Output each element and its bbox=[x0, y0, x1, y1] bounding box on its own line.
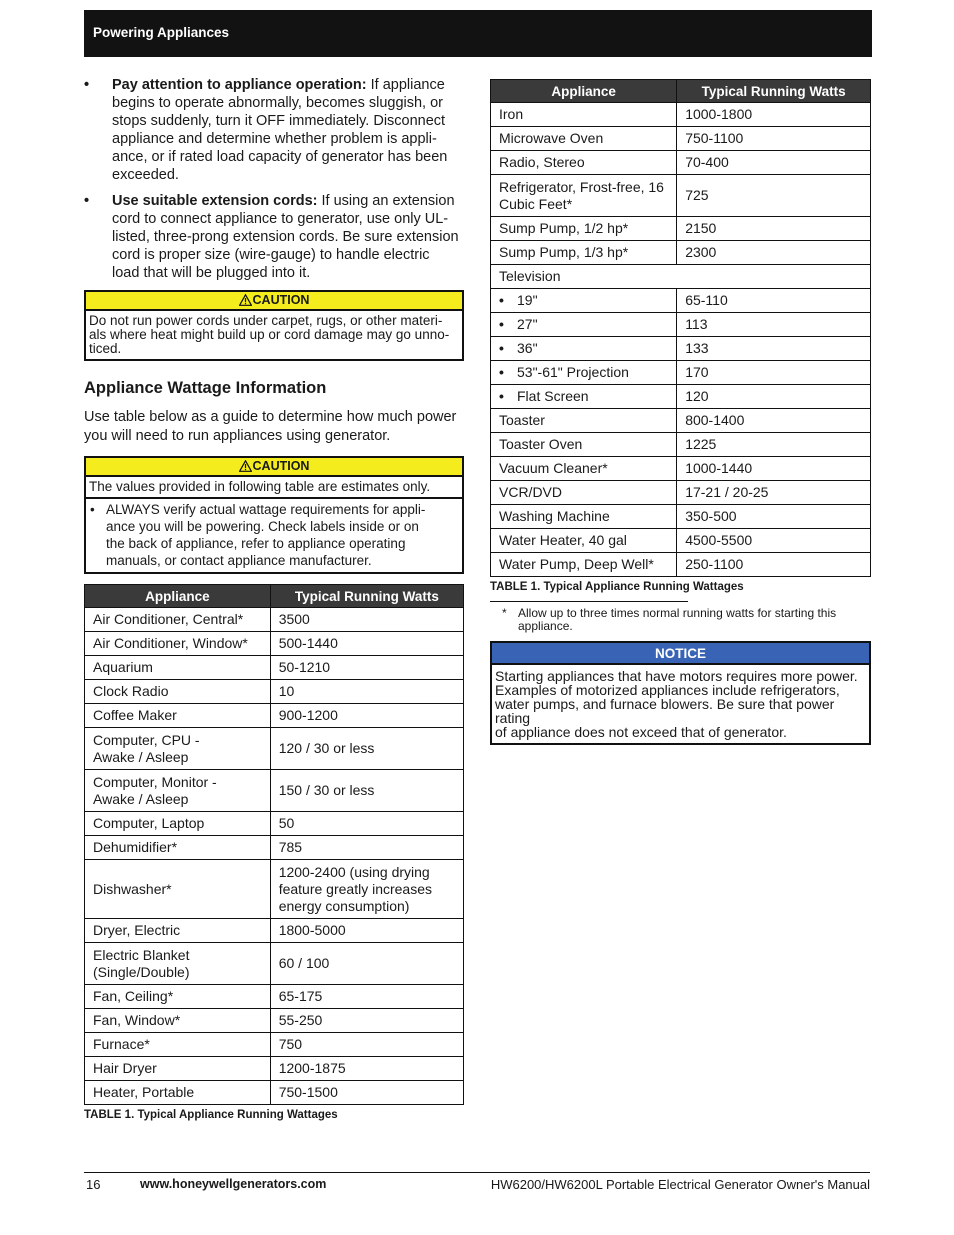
cell-appliance bbox=[491, 289, 677, 313]
cell-watts bbox=[270, 632, 463, 656]
table-row bbox=[491, 457, 871, 481]
notice-line: of appliance does not exceed that of generator. bbox=[495, 724, 787, 740]
cell-watts bbox=[270, 985, 463, 1009]
cell-text: Furnace* bbox=[93, 1036, 150, 1052]
table-row bbox=[85, 1057, 464, 1081]
table-row bbox=[85, 770, 464, 812]
cell-text: 65-110 bbox=[685, 292, 728, 308]
table-row bbox=[85, 1033, 464, 1057]
bullet-extension-cords bbox=[84, 192, 464, 282]
bullet-dot: • bbox=[499, 364, 504, 380]
cell-text: Computer, Monitor - bbox=[93, 773, 217, 790]
table-row bbox=[491, 505, 871, 529]
cell-text: 53"-61" Projection bbox=[517, 364, 629, 380]
bullet-dot: • bbox=[90, 502, 95, 517]
table-row bbox=[491, 217, 871, 241]
caution-bullet-item bbox=[90, 501, 458, 569]
cell-text: Electric Blanket bbox=[93, 946, 190, 963]
table-footnote bbox=[490, 601, 837, 633]
cell-appliance bbox=[491, 151, 677, 175]
warning-triangle-icon bbox=[239, 294, 252, 306]
cell-watts bbox=[677, 313, 871, 337]
caution-box-estimates bbox=[84, 456, 464, 574]
cell-text: Refrigerator, Frost-free, 16 bbox=[499, 178, 664, 195]
table-row bbox=[491, 313, 871, 337]
bullet-dot: • bbox=[84, 193, 90, 209]
cell-text: 3500 bbox=[278, 611, 310, 627]
cell-text: 65-175 bbox=[278, 988, 323, 1004]
table-header-row bbox=[491, 80, 871, 103]
table-caption: TABLE 1. Typical Appliance Running Wattages bbox=[84, 1109, 338, 1121]
table-row bbox=[85, 656, 464, 680]
cell-watts bbox=[677, 505, 871, 529]
cell-text: Aquarium bbox=[93, 659, 153, 675]
column-header-appliance: Appliance bbox=[85, 585, 271, 608]
cell-text: 120 bbox=[685, 388, 709, 404]
bullet-line: ance, or if rated load capacity of generator has been bbox=[112, 149, 448, 165]
caution-bullet-line: ance you will be powering. Check labels inside or on bbox=[106, 519, 419, 534]
caution-label: CAUTION bbox=[252, 293, 310, 307]
cell-appliance bbox=[85, 943, 271, 985]
cell-watts bbox=[270, 860, 463, 919]
cell-text: Toaster bbox=[499, 412, 545, 428]
table-body bbox=[85, 608, 464, 1105]
cell-text: 725 bbox=[685, 187, 709, 203]
cell-text: Cubic Feet* bbox=[499, 195, 573, 212]
cell-text: 4500-5500 bbox=[685, 532, 753, 548]
cell-text: 350-500 bbox=[685, 508, 737, 524]
cell-text: Flat Screen bbox=[517, 388, 589, 404]
bullet-body bbox=[112, 192, 464, 282]
table-row bbox=[85, 943, 464, 985]
cell-appliance bbox=[85, 632, 271, 656]
table-row bbox=[85, 1081, 464, 1105]
caution-label: CAUTION bbox=[252, 459, 310, 473]
cell-appliance bbox=[491, 265, 871, 289]
cell-watts bbox=[270, 680, 463, 704]
section-header-title: Powering Appliances bbox=[93, 25, 230, 40]
cell-watts bbox=[677, 433, 871, 457]
cell-appliance bbox=[85, 608, 271, 632]
bullet-appliance-operation bbox=[84, 76, 464, 184]
table-row bbox=[491, 127, 871, 151]
table-header-row bbox=[85, 585, 464, 608]
bullet-body bbox=[112, 76, 464, 184]
cell-appliance bbox=[85, 704, 271, 728]
cell-text: 50-1210 bbox=[278, 659, 331, 675]
cell-appliance bbox=[85, 770, 271, 812]
cell-text: 1000-1800 bbox=[685, 106, 753, 122]
cell-text: Heater, Portable bbox=[93, 1084, 195, 1100]
cell-watts bbox=[270, 1057, 463, 1081]
cell-appliance bbox=[491, 385, 677, 409]
cell-text: 60 / 100 bbox=[278, 955, 330, 971]
bullet-lead: Use suitable extension cords: bbox=[112, 193, 318, 209]
notice-header: NOTICE bbox=[492, 643, 869, 665]
cell-appliance bbox=[491, 337, 677, 361]
table-row bbox=[491, 433, 871, 457]
table-row bbox=[85, 632, 464, 656]
table-body bbox=[491, 103, 871, 577]
caution-line: als where heat might build up or cord damage may go unno- bbox=[89, 327, 450, 342]
section-intro bbox=[84, 408, 464, 446]
footer-manual-title: HW6200/HW6200L Portable Electrical Generator Owner's Manual bbox=[490, 1177, 870, 1192]
cell-watts bbox=[677, 175, 871, 217]
table-row bbox=[85, 1009, 464, 1033]
caution-header bbox=[86, 292, 462, 311]
cell-text: 2300 bbox=[685, 244, 717, 260]
cell-text: Iron bbox=[499, 106, 524, 122]
table-row bbox=[491, 529, 871, 553]
cell-text: Computer, CPU - bbox=[93, 731, 200, 748]
bullet-line: appliance and determine whether problem is appli- bbox=[112, 131, 437, 147]
cell-text: Dehumidifier* bbox=[93, 839, 178, 855]
cell-text: 800-1400 bbox=[685, 412, 745, 428]
caution-header bbox=[86, 458, 462, 477]
caution-line: ticed. bbox=[89, 341, 122, 356]
cell-text: 150 / 30 or less bbox=[278, 782, 375, 798]
cell-text: Toaster Oven bbox=[499, 436, 583, 452]
cell-text: 10 bbox=[278, 683, 295, 699]
cell-text: Air Conditioner, Central* bbox=[93, 611, 244, 627]
table-row bbox=[85, 812, 464, 836]
cell-text: Dryer, Electric bbox=[93, 922, 181, 938]
cell-watts bbox=[270, 1009, 463, 1033]
intro-line: Use table below as a guide to determine how much power bbox=[84, 409, 457, 425]
bullet-line: begins to operate abnormally, becomes sluggish, or bbox=[112, 95, 444, 111]
bullet-lead: Pay attention to appliance operation: bbox=[112, 77, 367, 93]
cell-text: Vacuum Cleaner* bbox=[499, 460, 608, 476]
bullet-dot: • bbox=[499, 316, 504, 332]
cell-text: Sump Pump, 1/3 hp* bbox=[499, 244, 629, 260]
cell-appliance bbox=[491, 103, 677, 127]
cell-watts bbox=[270, 1033, 463, 1057]
bullet-line: cord is proper size (wire-gauge) to handle electric bbox=[112, 247, 430, 263]
table-row bbox=[85, 608, 464, 632]
warning-triangle-icon bbox=[239, 460, 252, 472]
table-row bbox=[491, 103, 871, 127]
cell-text: 120 / 30 or less bbox=[278, 740, 375, 756]
bullet-line: stops suddenly, turn it OFF immediately. Disconnect bbox=[112, 113, 446, 129]
cell-watts bbox=[270, 656, 463, 680]
bullet-line: exceeded. bbox=[112, 167, 179, 183]
cell-text: Fan, Window* bbox=[93, 1012, 181, 1028]
right-column bbox=[490, 79, 871, 745]
cell-text: Coffee Maker bbox=[93, 707, 177, 723]
cell-text: 250-1100 bbox=[685, 556, 744, 572]
bullet-line: listed, three-prong extension cords. Be sure extension bbox=[112, 229, 459, 245]
table-row bbox=[491, 151, 871, 175]
bullet-dot: • bbox=[499, 388, 504, 404]
cell-watts bbox=[677, 529, 871, 553]
cell-text: 17-21 / 20-25 bbox=[685, 484, 769, 500]
cell-watts bbox=[270, 728, 463, 770]
cell-text: Washing Machine bbox=[499, 508, 610, 524]
cell-text: Computer, Laptop bbox=[93, 815, 205, 831]
cell-watts bbox=[677, 361, 871, 385]
bullet-dot: • bbox=[499, 292, 504, 308]
cell-text: 170 bbox=[685, 364, 709, 380]
table-row bbox=[491, 361, 871, 385]
bullet-line: load that will be plugged into it. bbox=[112, 265, 311, 281]
cell-text: 1000-1440 bbox=[685, 460, 753, 476]
table-row bbox=[85, 680, 464, 704]
cell-appliance bbox=[491, 127, 677, 151]
cell-watts bbox=[270, 943, 463, 985]
cell-appliance bbox=[85, 860, 271, 919]
bullet-line: cord to connect appliance to generator, use only UL- bbox=[112, 211, 449, 227]
cell-text: Sump Pump, 1/2 hp* bbox=[499, 220, 629, 236]
column-header-watts: Typical Running Watts bbox=[270, 585, 463, 608]
bullet-line: If appliance bbox=[370, 77, 445, 93]
cell-text: 1800-5000 bbox=[278, 922, 346, 938]
cell-text: Hair Dryer bbox=[93, 1060, 157, 1076]
cell-appliance bbox=[491, 409, 677, 433]
page-header-bar bbox=[84, 10, 872, 57]
cell-appliance bbox=[85, 1033, 271, 1057]
cell-appliance bbox=[491, 433, 677, 457]
cell-text: 750 bbox=[278, 1036, 303, 1052]
cell-text: Water Heater, 40 gal bbox=[499, 532, 627, 548]
cell-text: Awake / Asleep bbox=[93, 790, 189, 807]
cell-text: Fan, Ceiling* bbox=[93, 988, 174, 1004]
cell-appliance bbox=[491, 505, 677, 529]
cell-appliance bbox=[85, 836, 271, 860]
caution-bullet-line: the back of appliance, refer to appliance operating bbox=[106, 536, 406, 551]
cell-text: 55-250 bbox=[278, 1012, 323, 1028]
left-column bbox=[84, 76, 464, 1121]
cell-text: 70-400 bbox=[685, 154, 729, 170]
intro-line: you will need to run appliances using generator. bbox=[84, 428, 391, 444]
cell-text: 750-1500 bbox=[278, 1084, 338, 1100]
cell-watts bbox=[677, 385, 871, 409]
bullet-dot: • bbox=[499, 340, 504, 356]
cell-text: Dishwasher* bbox=[93, 880, 172, 897]
cell-watts bbox=[677, 127, 871, 151]
cell-watts bbox=[270, 812, 463, 836]
cell-text: 500-1440 bbox=[278, 635, 338, 651]
footnote-line: appliance. bbox=[518, 619, 573, 633]
cell-text: Microwave Oven bbox=[499, 130, 604, 146]
caution-box-power-cords bbox=[84, 290, 464, 361]
cell-appliance bbox=[491, 553, 677, 577]
cell-watts bbox=[270, 704, 463, 728]
cell-text: 900-1200 bbox=[278, 707, 338, 723]
table-row bbox=[491, 289, 871, 313]
cell-watts bbox=[270, 919, 463, 943]
cell-watts bbox=[677, 553, 871, 577]
table-row bbox=[491, 265, 871, 289]
table-row bbox=[491, 409, 871, 433]
cell-text: Awake / Asleep bbox=[93, 748, 189, 765]
cell-text: 36" bbox=[517, 340, 538, 356]
notice-box bbox=[490, 641, 871, 745]
cell-text: (Single/Double) bbox=[93, 963, 190, 980]
cell-appliance bbox=[491, 313, 677, 337]
cell-watts bbox=[677, 289, 871, 313]
cell-text: Water Pump, Deep Well* bbox=[499, 556, 654, 572]
page-number: 16 bbox=[86, 1177, 101, 1192]
wattage-table-right bbox=[490, 79, 871, 577]
footnote-symbol: * bbox=[502, 606, 507, 620]
wattage-table-left bbox=[84, 584, 464, 1105]
cell-appliance bbox=[491, 217, 677, 241]
cell-appliance bbox=[491, 241, 677, 265]
cell-appliance bbox=[491, 481, 677, 505]
cell-text: Clock Radio bbox=[93, 683, 169, 699]
cell-text: Air Conditioner, Window* bbox=[93, 635, 248, 651]
cell-text: 133 bbox=[685, 340, 709, 356]
cell-appliance bbox=[85, 680, 271, 704]
cell-watts bbox=[677, 337, 871, 361]
cell-text: 50 bbox=[278, 815, 295, 831]
cell-watts bbox=[270, 836, 463, 860]
cell-watts bbox=[677, 457, 871, 481]
cell-text: feature greatly increases bbox=[278, 880, 433, 897]
cell-watts bbox=[677, 241, 871, 265]
cell-text: 1200-1875 bbox=[278, 1060, 346, 1076]
cell-appliance bbox=[85, 985, 271, 1009]
caution-text: The values provided in following table are estimates only. bbox=[86, 477, 462, 499]
table-caption: TABLE 1. Typical Appliance Running Wattages bbox=[490, 581, 744, 593]
table-row bbox=[85, 919, 464, 943]
cell-text: energy consumption) bbox=[278, 897, 410, 914]
cell-watts bbox=[270, 608, 463, 632]
cell-appliance bbox=[85, 1081, 271, 1105]
cell-text: 785 bbox=[278, 839, 303, 855]
cell-text: 27" bbox=[517, 316, 538, 332]
notice-line: water pumps, and furnace blowers. Be sure that power rating bbox=[495, 696, 835, 726]
cell-appliance bbox=[85, 1009, 271, 1033]
notice-line: Starting appliances that have motors requires more power. bbox=[495, 668, 858, 684]
cell-appliance bbox=[85, 1057, 271, 1081]
table-row bbox=[85, 836, 464, 860]
table-row bbox=[85, 704, 464, 728]
cell-appliance bbox=[85, 812, 271, 836]
cell-appliance bbox=[491, 457, 677, 481]
caution-bullet-line: ALWAYS verify actual wattage requirements for appli- bbox=[106, 502, 426, 517]
cell-text: 750-1100 bbox=[685, 130, 744, 146]
bullet-line: If using an extension bbox=[321, 193, 455, 209]
caution-line: Do not run power cords under carpet, rugs, or other materi- bbox=[89, 313, 443, 328]
cell-text: 19" bbox=[517, 292, 538, 308]
cell-appliance bbox=[491, 529, 677, 553]
table-row bbox=[491, 553, 871, 577]
cell-watts bbox=[677, 103, 871, 127]
cell-appliance bbox=[85, 728, 271, 770]
footer-website-link[interactable]: www.honeywellgenerators.com bbox=[140, 1177, 327, 1191]
cell-text: 1225 bbox=[685, 436, 717, 452]
column-header-appliance: Appliance bbox=[491, 80, 677, 103]
table-row bbox=[491, 481, 871, 505]
table-row bbox=[491, 241, 871, 265]
footer-divider bbox=[84, 1172, 870, 1173]
section-title: Appliance Wattage Information bbox=[84, 379, 327, 397]
cell-watts bbox=[270, 770, 463, 812]
notice-text bbox=[492, 665, 869, 743]
cell-appliance bbox=[491, 361, 677, 385]
column-header-watts: Typical Running Watts bbox=[677, 80, 871, 103]
cell-text: 1200-2400 (using drying bbox=[278, 863, 430, 880]
cell-text: 113 bbox=[685, 316, 708, 332]
table-row bbox=[85, 985, 464, 1009]
caution-text bbox=[86, 311, 462, 359]
notice-line: Examples of motorized appliances include refrigerators, bbox=[495, 682, 840, 698]
cell-appliance bbox=[85, 656, 271, 680]
cell-appliance bbox=[491, 175, 677, 217]
table-row bbox=[85, 728, 464, 770]
cell-text: 2150 bbox=[685, 220, 717, 236]
bullet-dot: • bbox=[84, 77, 90, 93]
cell-appliance bbox=[85, 919, 271, 943]
cell-watts bbox=[677, 481, 871, 505]
cell-text: Television bbox=[499, 268, 561, 284]
table-row bbox=[491, 385, 871, 409]
caution-bullet-line: manuals, or contact appliance manufacturer. bbox=[106, 553, 372, 568]
cell-watts bbox=[677, 217, 871, 241]
footnote-line: Allow up to three times normal running watts for starting this bbox=[518, 606, 837, 620]
cell-watts bbox=[677, 151, 871, 175]
cell-watts bbox=[677, 409, 871, 433]
cell-text: Radio, Stereo bbox=[499, 154, 585, 170]
caution-bullet-list bbox=[86, 499, 462, 572]
cell-watts bbox=[270, 1081, 463, 1105]
table-row bbox=[85, 860, 464, 919]
cell-text: VCR/DVD bbox=[499, 484, 563, 500]
table-row bbox=[491, 337, 871, 361]
table-row bbox=[491, 175, 871, 217]
